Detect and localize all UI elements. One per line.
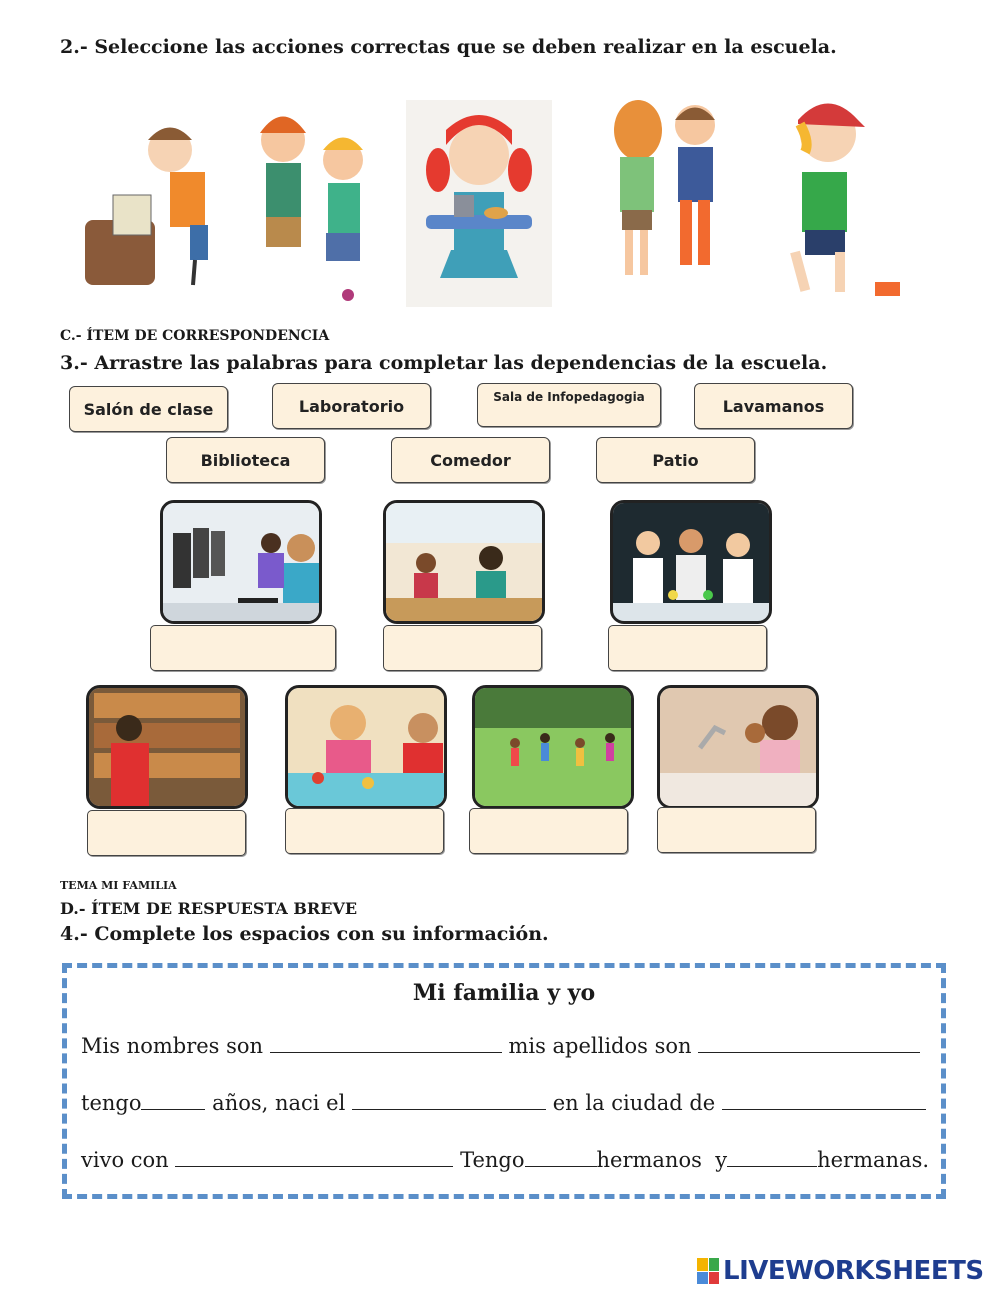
label-vivo-con: vivo con — [81, 1148, 169, 1172]
drop-box-6[interactable] — [469, 808, 628, 854]
question-4-title: 4.- Complete los espacios con su información. — [60, 923, 549, 945]
word-chip-lavamanos[interactable]: Lavamanos — [694, 383, 853, 429]
label-tengo-hermanos: Tengo — [460, 1148, 525, 1172]
label-ciudad: en la ciudad de — [552, 1091, 716, 1115]
input-vivo-con[interactable] — [175, 1148, 453, 1167]
word-chip-salon-de-clase[interactable]: Salón de clase — [69, 386, 228, 432]
label-nombres: Mis nombres son — [81, 1034, 264, 1058]
library-photo — [86, 685, 248, 809]
drop-box-5[interactable] — [285, 808, 444, 854]
kids-holding-hands-image[interactable] — [600, 95, 730, 285]
word-chip-patio[interactable]: Patio — [596, 437, 755, 483]
family-box-title: Mi familia y yo — [412, 980, 596, 1006]
section-c-heading: C.- ÍTEM DE CORRESPONDENCIA — [60, 328, 330, 344]
input-fecha[interactable] — [352, 1091, 546, 1110]
kids-fighting-image[interactable] — [238, 95, 386, 307]
science-lab-photo — [610, 500, 772, 624]
word-chip-sala-de-infopedagogia[interactable]: Sala de Infopedagogia — [477, 383, 661, 427]
word-chip-biblioteca[interactable]: Biblioteca — [166, 437, 325, 483]
label-hermanas: hermanas. — [817, 1148, 930, 1172]
input-hermanas[interactable] — [727, 1148, 817, 1167]
question-3-title: 3.- Arrastre las palabras para completar las dependencias de la escuela. — [60, 352, 828, 374]
input-ciudad[interactable] — [722, 1091, 926, 1110]
classroom-photo — [383, 500, 545, 624]
dining-room-photo — [285, 685, 447, 809]
label-hermanos: hermanos y — [596, 1148, 728, 1172]
drop-box-7[interactable] — [657, 807, 816, 853]
line-3 — [81, 1148, 929, 1172]
topic-label: TEMA MI FAMILIA — [60, 879, 177, 892]
boy-backpack-image[interactable] — [75, 100, 225, 295]
drop-box-3[interactable] — [608, 625, 767, 671]
family-box — [62, 963, 946, 1199]
line-2 — [81, 1091, 926, 1115]
logo-text: LIVEWORKSHEETS — [723, 1256, 984, 1286]
drop-box-1[interactable] — [150, 625, 336, 671]
playground-photo — [472, 685, 634, 809]
logo-mark-icon — [697, 1258, 719, 1284]
label-naci-el: años, naci el — [212, 1091, 346, 1115]
question-2-title: 2.- Seleccione las acciones correctas que se deben realizar en la escuela. — [60, 36, 837, 58]
liveworksheets-logo — [697, 1256, 984, 1286]
input-edad[interactable] — [141, 1091, 205, 1110]
input-hermanos[interactable] — [525, 1148, 597, 1167]
label-apellidos: mis apellidos son — [508, 1034, 692, 1058]
section-d-heading: D.- ÍTEM DE RESPUESTA BREVE — [60, 899, 358, 918]
input-apellidos[interactable] — [698, 1034, 920, 1053]
drop-box-2[interactable] — [383, 625, 542, 671]
word-chip-comedor[interactable]: Comedor — [391, 437, 550, 483]
computer-lab-photo — [160, 500, 322, 624]
label-tengo: tengo — [81, 1091, 142, 1115]
girl-lunch-tray-image[interactable] — [406, 100, 552, 307]
word-chip-laboratorio[interactable]: Laboratorio — [272, 383, 431, 429]
line-1 — [81, 1034, 920, 1058]
boy-running-image[interactable] — [770, 92, 910, 308]
input-nombres[interactable] — [270, 1034, 502, 1053]
washbasin-photo — [657, 685, 819, 809]
drop-box-4[interactable] — [87, 810, 246, 856]
